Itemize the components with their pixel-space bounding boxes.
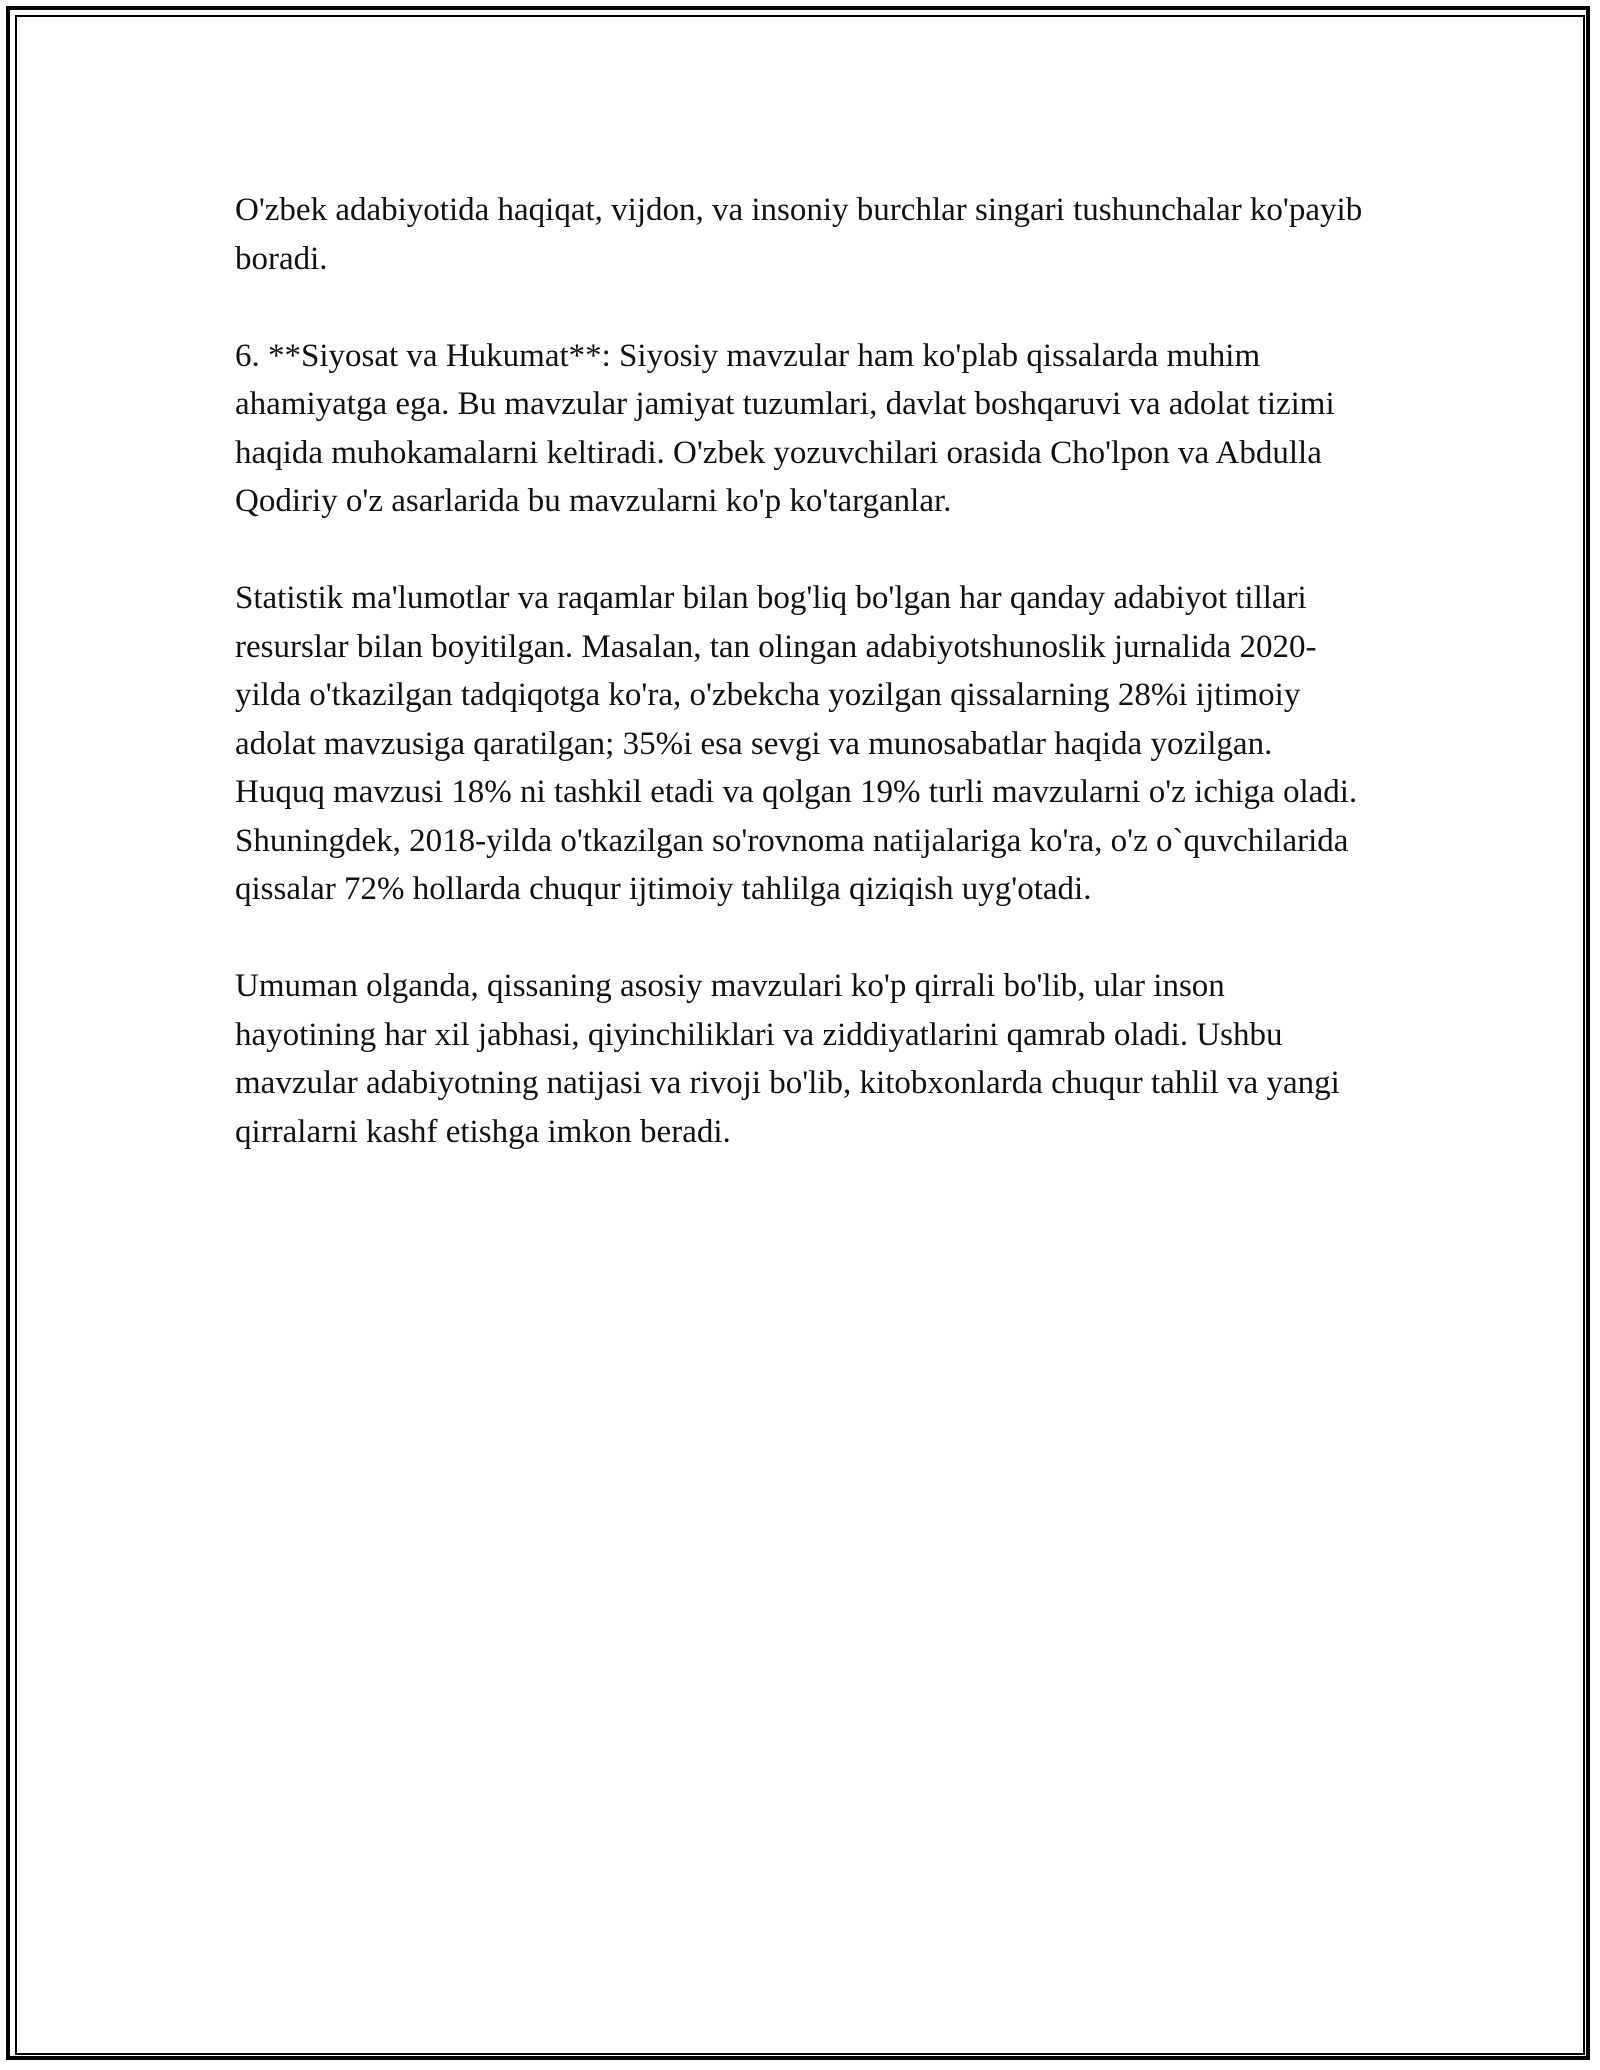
- document-body: [235, 186, 1365, 1205]
- paragraph-4-conclusion: Umuman olganda, qissaning asosiy mavzulari ko'p qirrali bo'lib, ular inson hayotining har xil jabhasi, qiyinchiliklari va ziddiyatlarini qamrab oladi. Ushbu mavzular adabiyotning natijasi va rivoji bo'lib, kitobxonlarda chuqur tahlil va yangi qirralarni kashf etishga imkon beradi.: [235, 968, 1340, 1150]
- paragraph-1: O'zbek adabiyotida haqiqat, vijdon, va insoniy burchlar singari tushunchalar ko'payib boradi.: [235, 192, 1363, 277]
- paragraph-2-politics: 6. **Siyosat va Hukumat**: Siyosiy mavzular ham ko'plab qissalarda muhim ahamiyatga ega. Bu mavzular jamiyat tuzumlari, davlat boshqaruvi va adolat tizimi haqida muhokamalarni keltiradi. O'zbek yozuvchilari orasida Cho'lpon va Abdulla Qodiriy o'z asarlarida bu mavzularni ko'p ko'targanlar.: [235, 337, 1335, 519]
- paragraph-3-statistics: Statistik ma'lumotlar va raqamlar bilan bog'liq bo'lgan har qanday adabiyot tillari resurslar bilan boyitilgan. Masalan, tan olingan adabiyotshunoslik jurnalida 2020-yilda o'tkazilgan tadqiqotga ko'ra, o'zbekcha yozilgan qissalarning 28%i ijtimoiy adolat mavzusiga qaratilgan; 35%i esa sevgi va munosabatlar haqida yozilgan. Huquq mavzusi 18% ni tashkil etadi va qolgan 19% turli mavzularni o'z ichiga oladi. Shuningdek, 2018-yilda o'tkazilgan so'rovnoma natijalariga ko'ra, o'z o`quvchilarida qissalar 72% hollarda chuqur ijtimoiy tahlilga qiziqish uyg'otadi.: [235, 580, 1358, 907]
